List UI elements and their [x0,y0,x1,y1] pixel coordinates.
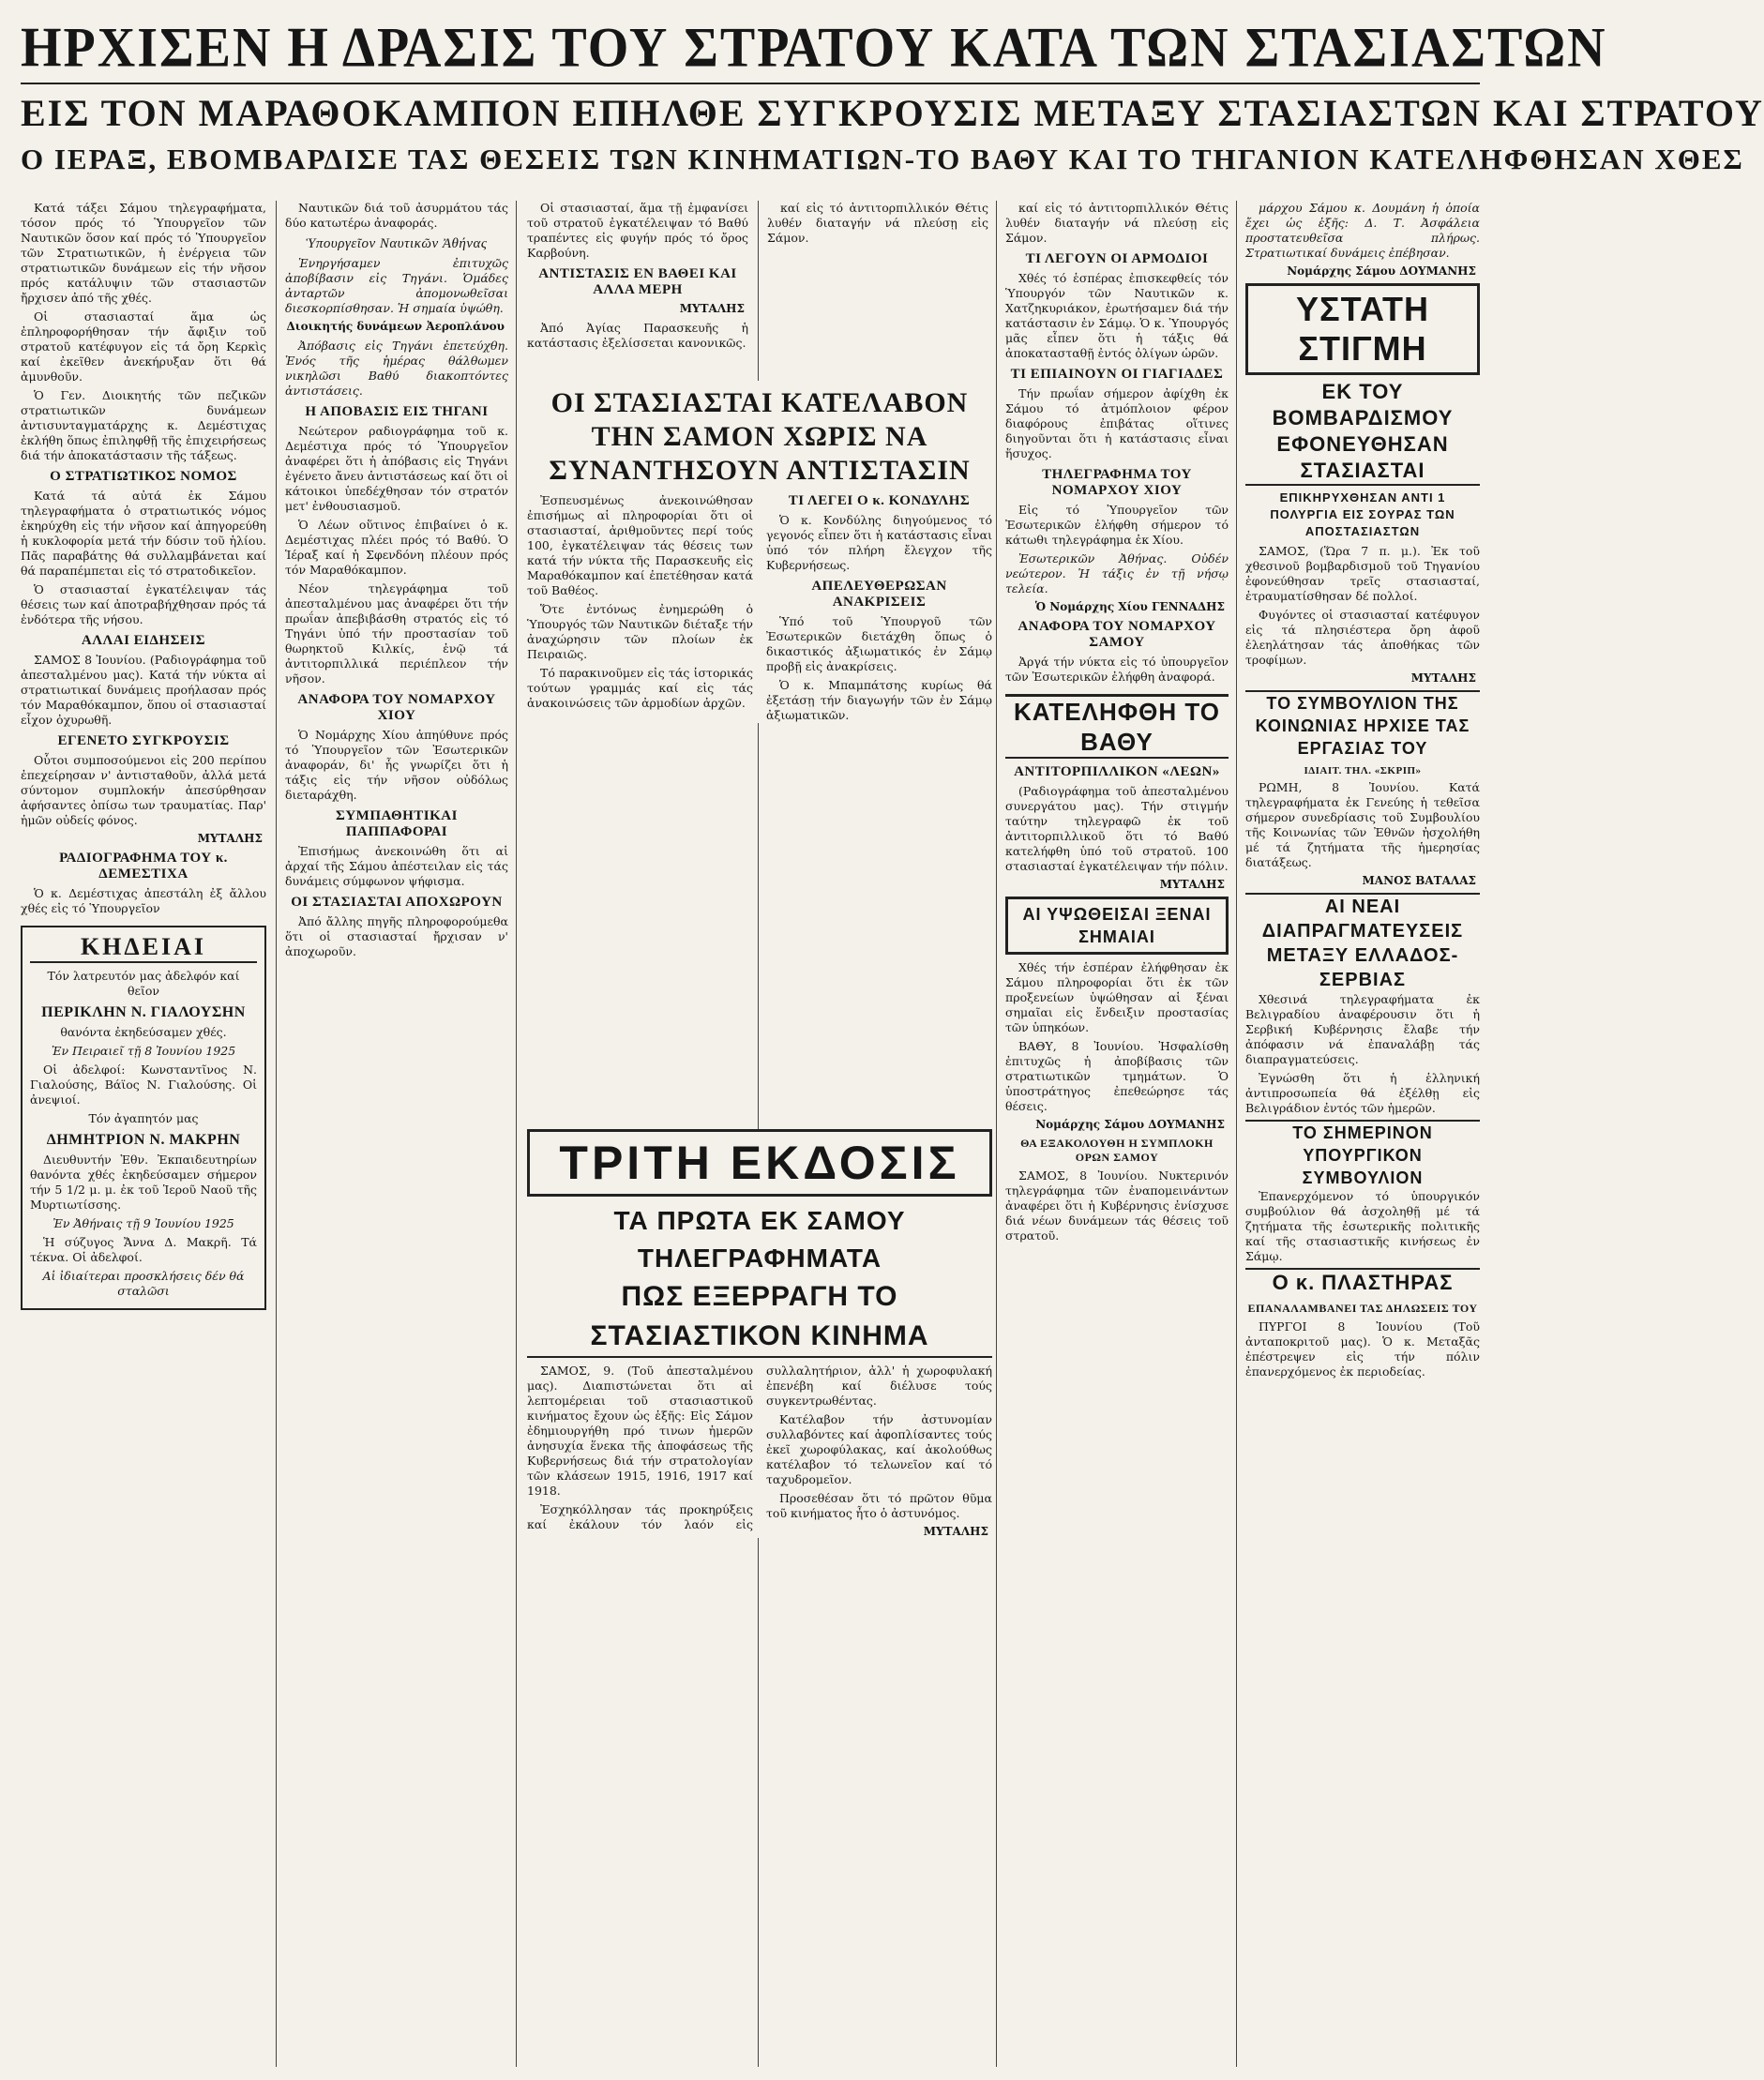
subheading-large: ΤΟ ΣΥΜΒΟΥΛΙΟΝ ΤΗΣ ΚΟΙΝΩΝΙΑΣ ΗΡΧΙΣΕ ΤΑΣ ΕΡΓΑΣΙΑΣ ΤΟΥ [1245,690,1480,760]
article-paragraph: Κατέλαβον τήν ἀστυνομίαν συλλαβόντες καί ἀφοπλίσαντες τούς ἐκεῖ χωροφύλακας, καί ἀκολούθως κατέλαβον τό τελωνεῖον καί τό ταχυδρομεῖον. [766,1412,992,1486]
subheading: Ο ΣΤΡΑΤΙΩΤΙΚΟΣ ΝΟΜΟΣ [50,469,237,484]
article-paragraph: ΡΩΜΗ, 8 Ἰουνίου. Κατά τηλεγραφήματα ἐκ Γενεύης ἡ τεθεῖσα σήμερον συνεδρίασις τοῦ Συμβουλίου τῆς Κοινωνίας τῶν Ἐθνῶν ἠσχολήθη μέ τά ζητήματα τῆς ἡμερησίας διατάξεως. [1245,780,1480,869]
subheading: ΡΑΔΙΟΓΡΑΦΗΜΑ ΤΟΥ κ. ΔΕΜΕΣΤΙΧΑ [59,851,228,882]
byline: Ὁ Νομάρχης Χίου ΓΕΝΝΑΔΗΣ [1034,600,1225,613]
subheading-boxed: ΑΙ ΥΨΩΘΕΙΣΑΙ ΞΕΝΑΙ ΣΗΜΑΙΑΙ [1005,897,1229,955]
last-minute-title: ΥΣΤΑΤΗ ΣΤΙΓΜΗ [1245,283,1480,375]
subheading: ΕΓΕΝΕΤΟ ΣΥΓΚΡΟΥΣΙΣ [57,733,230,748]
notice-line: Τόν λατρευτόν μας ἀδελφόν καί θεῖον [47,969,240,998]
article-paragraph: Ἐγνώσθη ὅτι ἡ ἑλληνική ἀντιπροσωπεία θά ἐξέλθῃ εἰς Βελιγράδιον ἐντός τῶν ἡμερῶν. [1245,1071,1480,1115]
column-separator [1236,201,1237,2067]
subheading: ΑΛΛΑΙ ΕΙΔΗΣΕΙΣ [81,633,206,648]
second-headline: ΕΙΣ ΤΟΝ ΜΑΡΑΘΟΚΑΜΠΟΝ ΕΠΗΛΘΕ ΣΥΓΚΡΟΥΣΙΣ ΜΕΤΑΞΥ ΣΤΑΣΙΑΣΤΩΝ ΚΑΙ ΣΤΡΑΤΟΥ [21,92,1764,134]
column-5 [1005,201,1229,2067]
article-paragraph: Χθές τό ἑσπέρας ἐπισκεφθείς τόν Ὑπουργόν τῶν Ναυτικῶν κ. Χατζηκυριάκον, ἐρωτήσαμεν διά τήν κατάστασιν ἐν Σάμῳ. Ὁ κ. Ὑπουργός μᾶς εἶπεν ὅτι ἡ τάξις θά ἀποκατασταθῇ ἐντός ὀλίγων ὡρῶν. [1005,271,1229,360]
article-columns [21,201,1480,2067]
column-separator [516,201,517,2067]
subheading: ΑΝΑΦΟΡΑ ΤΟΥ ΝΟΜΑΡΧΟΥ ΣΑΜΟΥ [1018,619,1216,650]
article-paragraph: Ἀπόβασις εἰς Τηγάνι ἐπετεύχθη. Ἑνός τῆς ἡμέρας θάλθωμεν νικηλῶσι Βαθύ διακοπτόντες ἀντιστάσεις. [285,339,508,398]
column-separator [996,201,997,2067]
article-paragraph: Ὅτε ἐντόνως ἐνημερώθη ὁ Ὑπουργός τῶν Ναυτικῶν διέταξε τήν ἀναχώρησιν τῶν πλοίων ἐκ Πειραιῶς. [527,602,753,661]
subheading: ΑΝΤΙΣΤΑΣΙΣ ΕΝ ΒΑΘΕΙ ΚΑΙ ΑΛΛΑ ΜΕΡΗ [538,266,737,297]
byline: ΜΥΤΑΛΗΣ [923,1525,988,1538]
notice-line: Οἱ ἀδελφοί: Κωνσταντῖνος Ν. Γιαλούσης, Βάϊος Ν. Γιαλούσης. Οἱ ἀνεψιοί. [30,1063,257,1107]
byline: ΜΥΤΑΛΗΣ [679,302,745,315]
notice-line: Ἡ σύζυγος Ἄννα Δ. Μακρῆ. Τά τέκνα. Οἱ ἀδελφοί. [30,1235,257,1264]
notice-line: Ἐν Πειραιεῖ τῇ 8 Ἰουνίου 1925 [51,1044,236,1058]
notice-line: Τόν ἀγαπητόν μας [88,1111,199,1125]
column-6 [1245,201,1480,2067]
third-headline: Ο ΙΕΡΑΞ, ΕΒΟΜΒΑΡΔΙΣΕ ΤΑΣ ΘΕΣΕΙΣ ΤΩΝ ΚΙΝΗΜΑΤΙΩΝ-ΤΟ ΒΑΘΥ ΚΑΙ ΤΟ ΤΗΓΑΝΙΟΝ ΚΑΤΕΛΗΦΘΗΣΑΝ ΧΘΕΣ [21,143,1744,175]
article-paragraph: Εἰς τό Ὑπουργεῖον τῶν Ἐσωτερικῶν ἐλήφθη σήμερον τό κάτωθι τηλεγράφημα ἐκ Χίου. [1005,503,1229,547]
subheading-large: Ο κ. ΠΛΑΣΤΗΡΑΣ [1245,1268,1480,1296]
funeral-notices-box [21,926,266,1310]
article-paragraph: ΣΑΜΟΣ 8 Ἰουνίου. (Ραδιογράφημα τοῦ ἀπεσταλμένου μας). Κατά τήν νύκτα αἱ στρατιωτικαί δυνάμεις προήλασαν πρός τόν Μαραθόκαμπον, ὅπου οἱ στασιασταί εἶχον ὀχυρωθῆ. [21,653,266,727]
third-edition-subtitle: ΠΩΣ ΕΞΕΡΡΑΓΗ ΤΟ ΣΤΑΣΙΑΣΤΙΚΟΝ ΚΙΝΗΜΑ [527,1277,992,1358]
subheading-large: ΤΟ ΣΗΜΕΡΙΝΟΝ ΥΠΟΥΡΓΙΚΟΝ ΣΥΜΒΟΥΛΙΟΝ [1245,1120,1480,1189]
article-paragraph: Φυγόντες οἱ στασιασταί κατέφυγον εἰς τά πλησιέστερα ὄρη ἀφοῦ ἐλεηλάτησαν τάς ἀποθήκας τῶν τροφίμων. [1245,608,1480,667]
column-separator [276,201,277,2067]
article-paragraph: Χθεσινά τηλεγραφήματα ἐκ Βελιγραδίου ἀναφέρουσιν ὅτι ἡ Σερβική Κυβέρνησις ἔλαβε τήν ἀπόφασιν νά ἐπαναλάβῃ τάς διαπραγματεύσεις. [1245,992,1480,1066]
article-paragraph: Ἐσωτερικῶν Ἀθήνας. Οὐδέν νεώτερον. Ἡ τάξις ἐν τῇ νήσῳ τελεία. [1005,551,1229,595]
last-minute-subtitle: ΕΠΙΚΗΡΥΧΘΗΣΑΝ ΑΝΤΙ 1 ΠΟΛΥΡΓΙΑ ΕΙΣ ΣΟΥΡΑΣ ΤΩΝ ΑΠΟΣΤΑΣΙΑΣΤΩΝ [1270,490,1455,538]
article-paragraph: Κατά τά αὐτά ἐκ Σάμου τηλεγραφήματα ὁ στρατιωτικός νόμος ἐκηρύχθη εἰς τήν νῆσον καί ἀπηγορεύθη ἡ κυκλοφορία μετά τήν δύσιν τοῦ ἡλίου. Πᾶς παραβάτης θά συλλαμβάνεται καί θά παραπέμπεται εἰς τό στρατοδικεῖον. [21,489,266,578]
article-paragraph: Ἀπό ἄλλης πηγῆς πληροφορούμεθα ὅτι οἱ στασιασταί ἤρχισαν ν' ἀποχωροῦν. [285,914,508,958]
article-paragraph: Προσεθέσαν ὅτι τό πρῶτον θῦμα τοῦ κινήματος ἦτο ὁ ἀστυνόμος. [766,1491,992,1520]
article-paragraph: Ἐσπευσμένως ἀνεκοινώθησαν ἐπισήμως αἱ πληροφορίαι ὅτι οἱ στασιασταί, ἀριθμοῦντες περί τούς 100, ἐγκατέλειψαν τάς θέσεις των κατά τήν νύκτα τῆς Παρασκευῆς εἰς Μαραθόκαμπον καί ἐπετέθησαν κατά τοῦ Βαθέος. [527,493,753,597]
article-paragraph: καί εἰς τό ἀντιτορπιλλικόν Θέτις λυθέν διαταγήν νά πλεύσῃ εἰς Σάμον. [767,201,988,245]
article-paragraph: Κατά τάξει Σάμου τηλεγραφήματα, τόσον πρός τό Ὑπουργεῖον τῶν Ναυτικῶν ὅσον καί πρός τό Ὑπουργεῖον τῶν Στρατιωτικῶν, ἡ ἐνέργεια τῶν στρατιωτικῶν δυνάμεων εἰς τήν νῆσον πρός κατάλυψιν τῶν στασιαστῶν ἤρχισεν ἀπό τῆς χθές. [21,201,266,305]
subheading-large: ΚΑΤΕΛΗΦΘΗ ΤΟ ΒΑΘΥ [1005,694,1229,759]
subheading: ΤΗΛΕΓΡΑΦΗΜΑ ΤΟΥ ΝΟΜΑΡΧΟΥ ΧΙΟΥ [1042,467,1192,498]
newspaper-page [21,16,1764,2061]
article-paragraph: Ἐπισήμως ἀνεκοινώθη ὅτι αἱ ἀρχαί τῆς Σάμου ἀπέστειλαν εἰς τάς δυνάμεις σύμφωνον ψήφισμα. [285,844,508,888]
subheading: Ὑπουργεῖον Ναυτικῶν Ἀθήνας [306,236,488,251]
article-paragraph: ΣΑΜΟΣ, 9. (Τοῦ ἀπεσταλμένου μας). Διαπιστώνεται ὅτι αἱ λεπτομέρειαι τοῦ στασιαστικοῦ κινήματος ἔχουν ὡς ἑξῆς: Εἰς Σάμον ἐδημιουργήθη πρό τινων ἡμερῶν ἀνησυχία ἕνεκα τῆς ἀποφάσεως τῆς Κυβερνήσεως διά τήν στρατολογίαν τῶν κλάσεων 1915, 1916, 1917 καί 1918. [527,1364,753,1498]
article-paragraph: Τήν πρωΐαν σήμερον ἀφίχθη ἐκ Σάμου τό ἀτμόπλοιον φέρον διαφόρους ἐπιβάτας οἵτινες διηγοῦνται ὅτι ἡ κατάστασις εἶναι ἥσυχος. [1005,386,1229,460]
subheading: ΟΙ ΣΤΑΣΙΑΣΤΑΙ ΑΠΟΧΩΡΟΥΝ [291,895,503,910]
subheading: ΣΥΜΠΑΘΗΤΙΚΑΙ ΠΑΠΠΑΦΟΡΑΙ [336,808,458,839]
subheading: ΙΔΙΑΙΤ. ΤΗΛ. «ΣΚΡΙΠ» [1304,765,1422,776]
subheading: ΕΠΑΝΑΛΑΜΒΑΝΕΙ ΤΑΣ ΔΗΛΩΣΕΙΣ ΤΟΥ [1247,1302,1478,1315]
article-paragraph: Ὁ Γεν. Διοικητής τῶν πεζικῶν στρατιωτικῶν δυνάμεων ἀντισυνταγματάρχης κ. Δεμέστιχας ἐκλήθη ὅπως ἐπιληφθῇ τῆς ἐπιχειρήσεως διά τήν ἀποκατάστασιν τῆς τάξεως. [21,388,266,462]
article-paragraph: μάρχου Σάμου κ. Δουμάνη ἡ ὁποία ἔχει ὡς ἑξῆς: Δ. Τ. Ἀσφάλεια προστατευθεῖσα πλήρως. Στρατιωτικαί δυνάμεις ἐπέβησαν. [1245,201,1480,260]
byline: ΜΥΤΑΛΗΣ [1410,671,1476,685]
article-paragraph: Ἐσχηκόλλησαν τάς προκηρύξεις καί ἐκάλουν τόν λαόν εἰς συλλαλητήριον, ἀλλ' ἡ χωροφυλακή ἐπενέβη καί διέλυσε τούς συγκεντρωθέντας. [527,1364,992,1531]
subheading: ΘΑ ΕΞΑΚΟΛΟΥΘΗ Η ΣΥΜΠΛΟΚΗ ΟΡΩΝ ΣΑΜΟΥ [1020,1137,1214,1164]
middle-banner-headline: ΟΙ ΣΤΑΣΙΑΣΤΑΙ ΚΑΤΕΛΑΒΟΝ ΤΗΝ ΣΑΜΟΝ ΧΩΡΙΣ ΝΑ ΣΥΝΑΝΤΗΣΟΥΝ ΑΝΤΙΣΤΑΣΙΝ [549,387,971,486]
byline: ΜΑΝΟΣ ΒΑΤΑΛΑΣ [1362,874,1476,887]
subheading: ΤΙ ΛΕΓΕΙ Ο κ. ΚΟΝΔΥΛΗΣ [788,493,971,508]
deceased-name: ΠΕΡΙΚΛΗΝ Ν. ΓΙΑΛΟΥΣΗΝ [41,1004,246,1020]
column-1 [21,201,266,2067]
middle-banner-block [527,381,992,723]
byline: Νομάρχης Σάμου ΔΟΥΜΑΝΗΣ [1287,264,1476,278]
article-paragraph: ΒΑΘΥ, 8 Ἰουνίου. Ἠσφαλίσθη ἐπιτυχῶς ἡ ἀποβίβασις τῶν στρατιωτικῶν τμημάτων. Ὁ ὑποστράτηγος ἐπεθεώρησε τάς θέσεις. [1005,1039,1229,1113]
article-paragraph: Ἐνηργήσαμεν ἐπιτυχῶς ἀποβίβασιν εἰς Τηγάνι. Ὁμάδες ἀνταρτῶν ἀπομονωθεῖσαι διεσκορπίσθησαν. Ἡ σημαία ὑψώθη. [285,256,508,315]
funeral-notices-title: ΚΗΔΕΙΑΙ [30,933,257,963]
article-paragraph: Ναυτικῶν διά τοῦ ἀσυρμάτου τάς δύο κατωτέρω ἀναφοράς. [285,201,508,230]
column-4-top [767,201,988,249]
article-paragraph: Οἱ στασιασταί, ἅμα τῇ ἐμφανίσει τοῦ στρατοῦ ἐγκατέλειψαν τό Βαθύ τραπέντες εἰς φυγήν πρός τό ὄρος Καρβούνη. [527,201,748,260]
deceased-name: ΔΗΜΗΤΡΙΟΝ Ν. ΜΑΚΡΗΝ [46,1132,241,1148]
article-paragraph: Ὁ στασιασταί ἐγκατέλειψαν τάς θέσεις των καί ἀποτραβήχθησαν πρός τά ἐνδότερα τῆς νήσου. [21,582,266,626]
article-paragraph: Τό παρακινοῦμεν εἰς τάς ἱστορικάς τούτων γραμμάς καί εἰς τάς ἀνακοινώσεις τῶν ἀρμοδίων ἀρχῶν. [527,666,753,710]
article-paragraph: ΣΑΜΟΣ, (Ὥρα 7 π. μ.). Ἐκ τοῦ χθεσινοῦ βομβαρδισμοῦ τοῦ Τηγανίου ἐφονεύθησαν τρεῖς στασιασταί, ἐτραυματίσθησαν δέ πολλοί. [1245,544,1480,603]
subheading: ΑΠΕΛΕΥΘΕΡΩΣΑΝ ΑΝΑΚΡΙΣΕΙΣ [811,579,947,610]
column-2 [285,201,508,2067]
subheading-large: ΑΙ ΝΕΑΙ ΔΙΑΠΡΑΓΜΑΤΕΥΣΕΙΣ ΜΕΤΑΞΥ ΕΛΛΑΔΟΣ-ΣΕΡΒΙΑΣ [1245,893,1480,992]
article-paragraph: Νεώτερον ραδιογράφημα τοῦ κ. Δεμέστιχα πρός τό Ὑπουργεῖον ἀναφέρει ὅτι ἡ ἀπόβασις εἰς Τηγάνι ἐγένετο ἄνευ ἀντιστάσεως καί ὅτι οἱ κάτοικοι ὑπεδέχθησαν τόν στρατόν μετ' ἐνθουσιασμοῦ. [285,424,508,513]
article-paragraph: ΣΑΜΟΣ, 8 Ἰουνίου. Νυκτερινόν τηλεγράφημα τῶν ἐναπομεινάντων ἀναφέρει ὅτι ἡ Κυβέρνησις ἐνίσχυσε διά νέων δυνάμεων τάς θέσεις τοῦ στρατοῦ. [1005,1168,1229,1243]
byline: ΜΥΤΑΛΗΣ [197,832,263,845]
article-paragraph: Ὁ Νομάρχης Χίου ἀπηύθυνε πρός τό Ὑπουργεῖον τῶν Ἐσωτερικῶν ἀναφοράν, δι' ἧς γνωρίζει ὅτι ἡ τάξις εἰς τήν νῆσον οὐδόλως διεταράχθη. [285,728,508,802]
notice-line: Διευθυντήν Ἑθν. Ἐκπαιδευτηρίων θανόντα χθές ἐκηδεύσαμεν σήμερον τήν 5 1/2 μ. μ. ἐκ τοῦ Ἱεροῦ Ναοῦ τῆς Μυρτιωτίσσης. [30,1153,257,1212]
article-paragraph: Ἐπανερχόμενον τό ὑπουργικόν συμβούλιον θά ἀσχοληθῇ μέ τά ζητήματα τῆς ἐσωτερικῆς πολιτικῆς καί τῆς στασιαστικῆς κινήσεως ἐν Σάμῳ. [1245,1189,1480,1263]
article-paragraph: Ὑπό τοῦ Ὑπουργοῦ τῶν Ἐσωτερικῶν διετάχθη ὅπως ὁ δικαστικός ἀξιωματικός ἐν Σάμῳ προβῇ εἰς ἀνακρίσεις. [766,614,992,673]
third-edition-block [527,1129,992,1538]
notice-line: Αἱ ἰδιαίτεραι προσκλήσεις δέν θά σταλῶσι [42,1269,245,1298]
article-paragraph: Νέον τηλεγράφημα τοῦ ἀπεσταλμένου μας ἀναφέρει ὅτι τήν πρωΐαν ἀπεβιβάσθη στρατός εἰς τό Τηγάνι ὑπό τήν προστασίαν τοῦ θωρηκτοῦ Κιλκίς, ἐνῷ τά ἀντιτορπιλλικά περιέπλεον τήν νῆσον. [285,581,508,686]
headline-rule [21,83,1480,84]
article-paragraph: ΠΥΡΓΟΙ 8 Ἰουνίου (Τοῦ ἀνταποκριτοῦ μας). Ὁ κ. Μεταξᾶς ἐπέστρεψεν εἰς τήν πόλιν ἐπανερχόμενος ἐκ περιοδείας. [1245,1319,1480,1379]
subheading: ΑΝΑΦΟΡΑ ΤΟΥ ΝΟΜΑΡΧΟΥ ΧΙΟΥ [297,692,496,723]
column-3-top [527,201,748,354]
byline: Διοικητής δυνάμεων Ἀεροπλάνου [286,320,505,333]
article-paragraph: Χθές τήν ἑσπέραν ἐλήφθησαν ἐκ Σάμου πληροφορίαι ὅτι ἐκ τῶν προξενείων ὑψώθησαν αἱ ξέναι σημαῖαι εἰς ἔνδειξιν προστασίας τῶν ὑπηκόων. [1005,960,1229,1034]
article-paragraph: Οὗτοι συμποσούμενοι εἰς 200 περίπου ἐπεχείρησαν ν' ἀντισταθοῦν, ἀλλά μετά σύντομον συμπλοκήν ἀπεσύρθησαν ἀφήσαντες ὀπίσω των τραυματίας. Παρ' ἡμῶν οὐδείς φόνος. [21,753,266,827]
article-paragraph: Ὁ Λέων οὕτινος ἐπιβαίνει ὁ κ. Δεμέστιχας πλέει πρός τό Βαθύ. Ὁ Ἱέραξ καί ἡ Σφενδόνη πλέουν πρός τόν Μαραθόκαμπον. [285,518,508,577]
subheading: ΤΙ ΛΕΓΟΥΝ ΟΙ ΑΡΜΟΔΙΟΙ [1025,251,1209,266]
byline: Νομάρχης Σάμου ΔΟΥΜΑΝΗΣ [1035,1118,1225,1131]
main-headline: ΗΡΧΙΣΕΝ Η ΔΡΑΣΙΣ ΤΟΥ ΣΤΡΑΤΟΥ ΚΑΤΑ ΤΩΝ ΣΤΑΣΙΑΣΤΩΝ [21,16,1607,80]
article-paragraph: (Ραδιογράφημα τοῦ ἀπεσταλμένου συνεργάτου μας). Τήν στιγμήν ταύτην τηλεγραφῶ ἐκ τοῦ ἀντιτορπιλλικοῦ ὅτι τό Βαθύ κατελήφθη ὑπό τοῦ στρατοῦ. 100 στασιασταί ἐγκατέλειψαν τήν πόλιν. [1005,784,1229,873]
article-paragraph: Οἱ στασιασταί ἅμα ὡς ἐπληροφορήθησαν τήν ἄφιξιν τοῦ στρατοῦ κατέφυγον εἰς τά ὄρη Κερκὶς καί ἐκεῖθεν ἀνεκήρυξαν ὅτι θά ἀμυνθοῦν. [21,309,266,384]
article-paragraph: Ἀπό Ἀγίας Παρασκευῆς ἡ κατάστασις ἐξελίσσεται κανονικῶς. [527,321,748,350]
article-paragraph: Ὁ κ. Κονδύλης διηγούμενος τό γεγονός εἶπεν ὅτι ἡ κατάστασις εἶναι ὑπό τόν πλήρη ἔλεγχον τῆς Κυβερνήσεως. [766,513,992,572]
article-paragraph: Ὁ κ. Μπαμπάτσης κυρίως θά ἐξετάσῃ τήν διαγωγήν τῶν ἐν Σάμῳ ἀξιωματικῶν. [766,678,992,722]
article-paragraph: Ἀργά τήν νύκτα εἰς τό ὑπουργεῖον τῶν Ἐσωτερικῶν ἐλήφθη ἀναφορά. [1005,655,1229,684]
third-edition-body [527,1364,992,1538]
subheading: ΤΙ ΕΠΙΑΙΝΟΥΝ ΟΙ ΓΙΑΓΙΑΔΕΣ [1010,367,1224,382]
notice-line: Ἐν Ἀθήναις τῇ 9 Ἰουνίου 1925 [53,1216,234,1230]
third-edition-subtitle: ΤΑ ΠΡΩΤΑ ΕΚ ΣΑΜΟΥ ΤΗΛΕΓΡΑΦΗΜΑΤΑ [613,1206,906,1273]
last-minute-subtitle: ΕΚ ΤΟΥ ΒΟΜΒΑΡΔΙΣΜΟΥ ΕΦΟΝΕΥΘΗΣΑΝ ΣΤΑΣΙΑΣΤΑΙ [1245,379,1480,486]
article-paragraph: καί εἰς τό ἀντιτορπιλλικόν Θέτις λυθέν διαταγήν νά πλεύσῃ εἰς Σάμον. [1005,201,1229,245]
article-paragraph: Ὁ κ. Δεμέστιχας ἀπεστάλη ἐξ ἄλλου χθές εἰς τό Ὑπουργεῖον [21,886,266,915]
byline: ΜΥΤΑΛΗΣ [1159,878,1225,891]
subheading: Η ΑΠΟΒΑΣΙΣ ΕΙΣ ΤΗΓΑΝΙ [305,404,489,419]
third-edition-title: ΤΡΙΤΗ ΕΚΔΟΣΙΣ [527,1129,992,1197]
middle-banner-body [527,493,992,723]
notice-line: θανόντα ἐκηδεύσαμεν χθές. [60,1025,227,1039]
subheading: ΑΝΤΙΤΟΡΠΙΛΛΙΚΟΝ «ΛΕΩΝ» [1014,764,1220,779]
